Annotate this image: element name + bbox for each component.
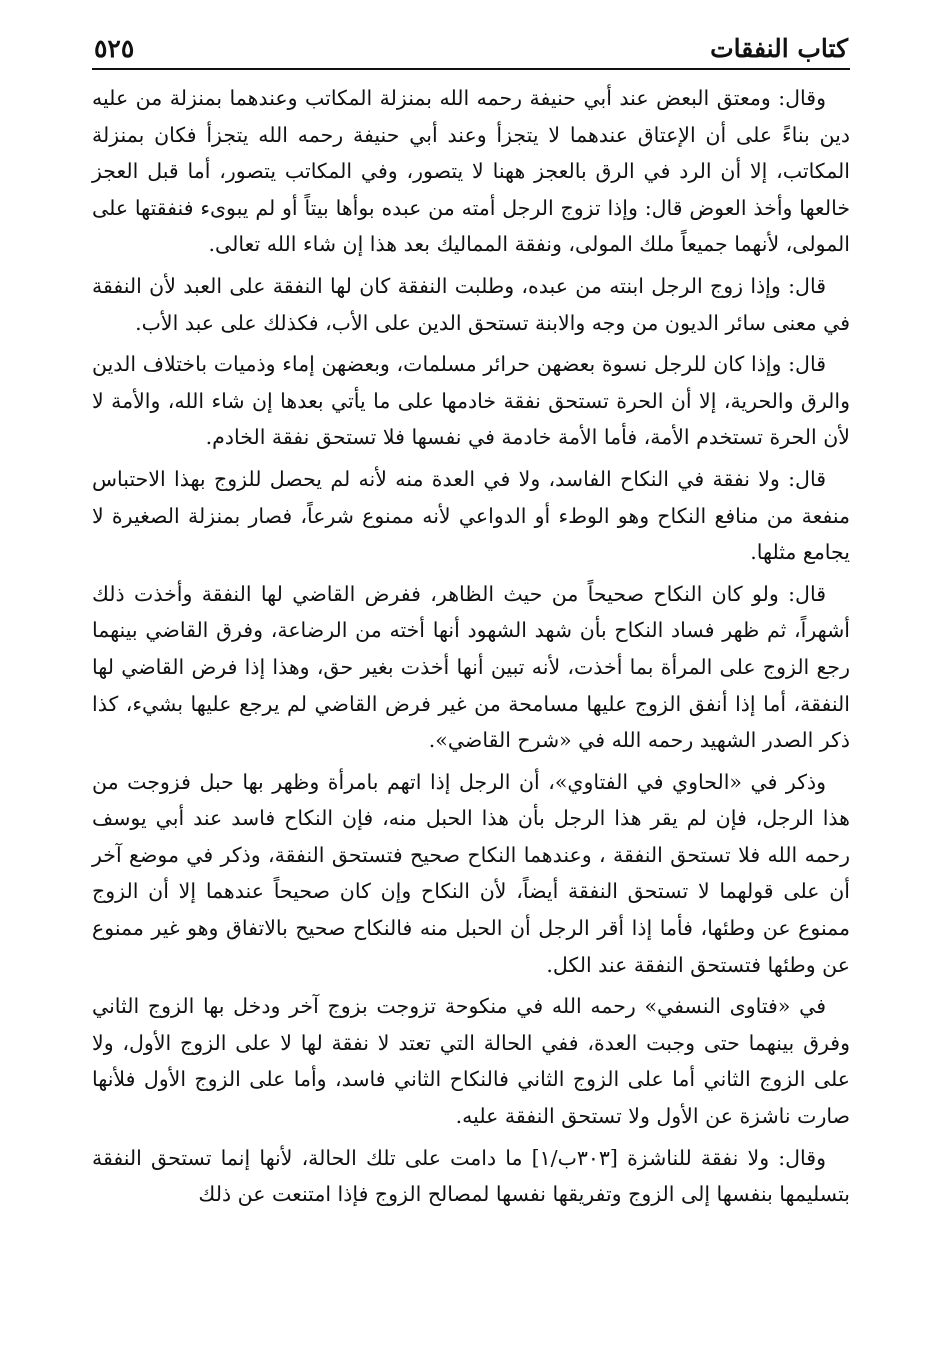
paragraph: قال: وإذا زوج الرجل ابنته من عبده، وطلبت النفقة كان لها النفقة على العبد لأن النفقة في معنى سائر الديون من وجه والابنة تستحق الدين على الأب، فكذلك على عبد الأب. <box>92 273 850 335</box>
running-title: كتاب النفقات <box>710 34 848 63</box>
paragraph: قال: ولا نفقة في النكاح الفاسد، ولا في العدة منه لأنه لم يحصل للزوج بهذا الاحتباس منفعة من منافع النكاح وهو الوطء أو الدواعي لأنه ممنوع شرعاً، فصار بمنزلة الصغيرة لا يجامع مثلها. <box>92 466 850 565</box>
paragraph: وذكر في «الحاوي في الفتاوي»، أن الرجل إذا اتهم بامرأة وظهر بها حبل فزوجت من هذا الرجل، فإن لم يقر هذا الرجل بأن هذا الحبل منه، فإن النكاح فاسد عند أبي يوسف رحمه الله فلا تستحق النفقة ، وعندهما النكاح صحيح فتستحق النفقة، وذكر في موضع آخر أن على قولهما لا تستحق النفقة أيضاً، لأن النكاح وإن كان صحيحاً عندهما إلا أن الزوج ممنوع عن وطئها، فأما إذا أقر الرجل أن الحبل منه فالنكاح صحيح بالاتفاق وهو غير ممنوع عن وطئها فتستحق النفقة عند الكل. <box>92 769 850 977</box>
header-rule <box>92 68 850 70</box>
body-text <box>92 80 850 1213</box>
page-number: ٥٢٥ <box>94 34 135 63</box>
paragraph: وقال: ولا نفقة للناشزة [٣٠٣ب/١] ما دامت على تلك الحالة، لأنها إنما تستحق النفقة بتسليمها بنفسها إلى الزوج وتفريقها نفسها لمصالح الزوج فإذا امتنعت عن ذلك <box>92 1145 850 1207</box>
paragraph: قال: ولو كان النكاح صحيحاً من حيث الظاهر، ففرض القاضي لها النفقة وأخذت ذلك أشهراً، ثم ظهر فساد النكاح بأن شهد الشهود أنها أخته من الرضاعة، وفرق القاضي بينهما رجع الزوج على المرأة بما أخذت، لأنه تبين أنها أخذت بغير حق، وهذا إذا فرض القاضي لها النفقة، أما إذا أنفق الزوج عليها مسامحة من غير فرض القاضي لم يرجع عليها بشيء، كذا ذكر الصدر الشهيد رحمه الله في «شرح القاضي». <box>92 581 850 753</box>
book-page <box>92 22 850 1352</box>
paragraph: قال: وإذا كان للرجل نسوة بعضهن حرائر مسلمات، وبعضهن إماء وذميات باختلاف الدين والرق والحرية، إلا أن الحرة تستحق نفقة خادمها على ما يأتي بعدها إن شاء الله، والأمة لا لأن الحرة تستخدم الأمة، فأما الأمة خادمة في نفسها فلا تستحق نفقة الخادم. <box>92 352 850 450</box>
page-header <box>92 22 850 64</box>
paragraph: في «فتاوى النسفي» رحمه الله في منكوحة تزوجت بزوج آخر ودخل بها الزوج الثاني وفرق بينهما حتى وجبت العدة، ففي الحالة التي تعتد لا نفقة لها لا على الزوج الأول، ولا على الزوج الثاني أما على الزوج الثاني فالنكاح الثاني فاسد، وأما على الزوج الأول فلأنها صارت ناشزة عن الأول ولا تستحق النفقة عليه. <box>92 994 850 1129</box>
paragraph: وقال: ومعتق البعض عند أبي حنيفة رحمه الله بمنزلة المكاتب وعندهما بمنزلة من عليه دين بناءً على أن الإعتاق عندهما لا يتجزأ وعند أبي حنيفة رحمه الله يتجزأ فكان بمنزلة المكاتب، إلا أن الرد في الرق بالعجز ههنا لا يتصور، وفي المكاتب يتصور، أما قبل العجز خالعها وأخذ العوض قال: وإذا تزوج الرجل أمته من عبده بوأها بيتاً أو لم يبوىء فنفقتها على المولى، لأنهما جميعاً ملك المولى، ونفقة المماليك بعد هذا إن شاء الله تعالى. <box>92 86 850 257</box>
